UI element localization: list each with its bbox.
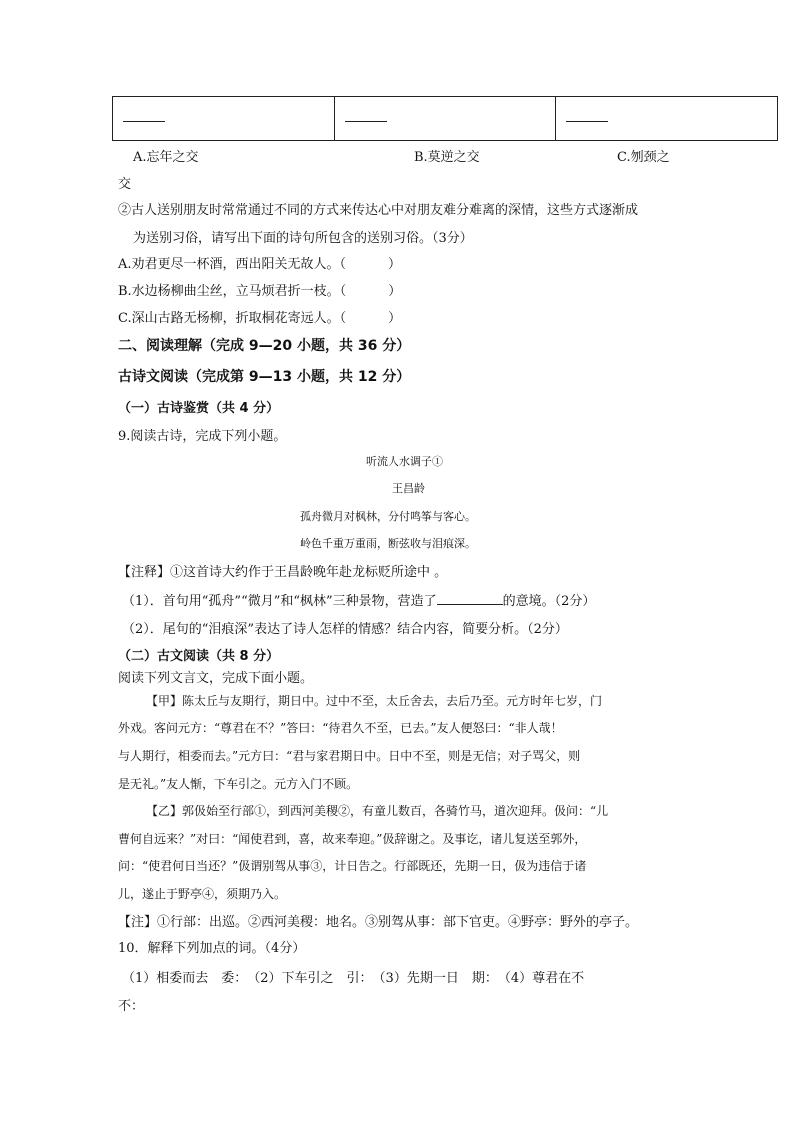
q9-1-after: 的意境。（2分）: [502, 594, 596, 609]
q8b-item-text: B.水边杨柳曲尘丝，立马烦君折一枝。: [118, 284, 340, 299]
q9-1: [122, 590, 595, 609]
section2-subtitle: 古诗文阅读（完成第 9—13 小题，共 12 分）: [118, 369, 411, 385]
option-b: B.莫逆之交: [414, 150, 480, 165]
paren-close: ）: [388, 284, 402, 299]
q10-line2: 不：: [118, 999, 145, 1014]
option-c-part2: 交: [118, 177, 132, 192]
q8b-item-b: [118, 280, 401, 299]
q8b-item-text: A.劝君更尽一杯酒，西出阳关无故人。: [118, 257, 340, 272]
passage-jia-line2: 外戏。客问元方：“尊君在不？”答曰：“待君久不至，已去。”友人便怒曰：“非人哉！: [118, 721, 563, 735]
answer-blank[interactable]: [437, 592, 503, 605]
paren-open: （: [339, 257, 347, 272]
paren-open: （: [339, 311, 347, 326]
passage-yi-line4: 儿，遂止于野亭④，须期乃入。: [118, 887, 287, 901]
paren-close: ）: [388, 311, 402, 326]
q10-title: 10．解释下列加点的词。（4分）: [118, 941, 306, 956]
answer-table: [112, 96, 778, 141]
q8b-line1: ②古人送别朋友时常常通过不同的方式来传达心中对朋友难分难离的深情，这些方式逐渐成: [118, 203, 639, 218]
option-c-part1: C.刎颈之: [617, 150, 670, 165]
q8b-item-text: C.深山古路无杨柳，折取桐花寄远人。: [118, 311, 340, 326]
answer-blank: [566, 121, 608, 122]
answer-cell-2[interactable]: [334, 97, 556, 141]
paren-close: ）: [388, 257, 402, 272]
poem-author: 王昌龄: [392, 482, 425, 495]
q8b-item-a: [118, 253, 401, 272]
paren-open: （: [339, 284, 347, 299]
passage-yi-line2: 曹何自远来？”对曰：“闻使君到，喜，故来奉迎。”伋辞谢之。及事讫，诸儿复送至郭外，: [118, 832, 587, 846]
part1-title: （一）古诗鉴赏（共 4 分）: [118, 401, 280, 416]
section2-title: 二、阅读理解（完成 9—20 小题，共 36 分）: [118, 338, 411, 354]
part2-intro: 阅读下列文言文，完成下面小题。: [118, 671, 314, 686]
answer-cell-3[interactable]: [556, 97, 778, 141]
q9-1-before: （1）．首句用“孤舟”“微月”和“枫林”三种景物，营造了: [122, 594, 437, 609]
answer-blank: [123, 121, 165, 122]
passage-yi-line1: 【乙】郭伋始至行部①，到西河美稷②，有童儿数百，各骑竹马，道次迎拜。伋问：“儿: [146, 804, 609, 818]
q8b-item-c: [118, 307, 401, 326]
option-a: A.忘年之交: [133, 150, 199, 165]
answer-cell-1[interactable]: [113, 97, 335, 141]
passage-jia-line3: 与人期行，相委而去。”元方曰：“君与家君期日中。日中不至，则是无信；对子骂父，则: [118, 749, 581, 763]
q8b-line2: 为送别习俗，请写出下面的诗句所包含的送别习俗。（3分）: [133, 231, 473, 246]
q10-line1: （1）相委而去 委： （2）下车引之 引： （3）先期一日 期： （4）尊君在不: [122, 971, 585, 986]
q9-2: （2）．尾句的“泪痕深”表达了诗人怎样的情感？结合内容，简要分析。（2分）: [122, 622, 568, 637]
passage-jia-line4: 是无礼。”友人惭，下车引之。元方入门不顾。: [118, 777, 359, 791]
poem-title: 听流人水调子①: [366, 455, 443, 468]
poem-note: 【注释】①这首诗大约作于王昌龄晚年赴龙标贬所途中 。: [118, 565, 448, 580]
passage-jia-line1: 【甲】陈太丘与友期行，期日中。过中不至，太丘舍去，去后乃至。元方时年七岁，门: [146, 694, 603, 708]
q9-intro: 9.阅读古诗，完成下列小题。: [118, 429, 287, 444]
part2-title: （二）古文阅读（共 8 分）: [118, 649, 280, 664]
poem-line-1: 孤舟微月对枫林，分付鸣筝与客心。: [300, 510, 476, 523]
answer-blank: [345, 121, 387, 122]
passage-note: 【注】①行部：出巡。②西河美稷：地名。③别驾从事：部下官吏。④野亭：野外的亭子。: [118, 915, 639, 930]
passage-yi-line3: 问：“使君何日当还？”伋谓别驾从事③，计日告之。行部既还，先期一日，伋为违信于诸: [118, 859, 587, 873]
poem-line-2: 岭色千重万重雨，断弦收与泪痕深。: [300, 537, 476, 550]
